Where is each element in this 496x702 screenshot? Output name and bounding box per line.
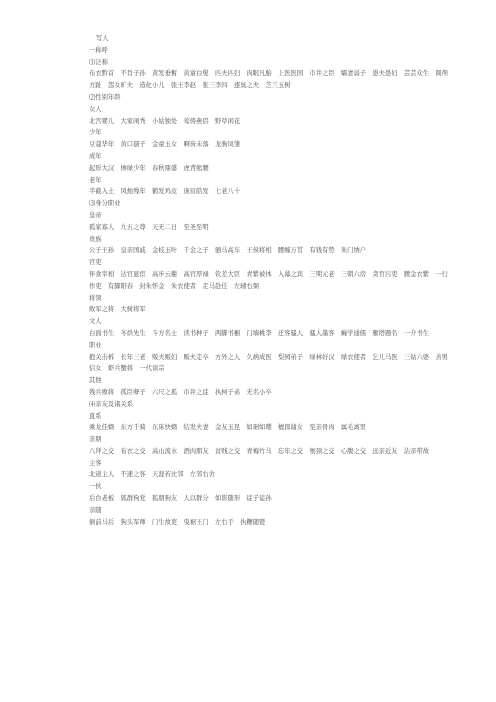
text-line: ⑷亲友及诸关系 [89,400,134,408]
text-line: 乘龙佳婿 东方千骑 东床快婿 结发夫妻 金友玉昆 如琚如瓔 檀郎谢女 至亲骨肉 属毛离里 [89,424,367,432]
text-line: 将领 [89,294,102,302]
text-line: 老年 [89,176,102,184]
text-line: 成年 [89,152,102,160]
text-line: 北道主人 不速之客 天涯若比邻 左邻右舍 [89,471,215,479]
text-line: 一称呼 [89,46,108,54]
text-line: 白面书生 冬烘先生 斗方名士 读书种子 两脚书橱 门墙桃李 迁客骚人 骚人墨客 蝇学通儒 雁塔题名 一介书生 [89,329,430,337]
text-line: 贵族 [89,235,102,243]
text-line: 起形大汉 惨绿少年 春秋鼎盛 虎背熊腰 [89,164,209,172]
text-line: 一伙 [89,483,102,491]
text-line: 后台老板 狐群狗党 狐朋狗友 人以群分 如影随形 徒子徒孙 [89,495,272,503]
text-line: 伴食宰相 达官显宦 高步云衢 高官厚禄 钦差大臣 青紫被体 入幕之宾 三期元老 三朝六房 贪官污吏 腰金衣紫 一行作吏 有脚阳春 封朱怀金 朱衣使者 走马赴任 左辅右弼 [89,270,448,290]
text-line: 亲随 [89,506,102,514]
text-line: 直系 [89,412,102,420]
text-line: 少年 [89,129,102,137]
text-line: 女人 [89,105,102,113]
text-line: 主客 [89,459,102,467]
text-line: 职业 [89,341,102,349]
text-line: 文人 [89,318,102,326]
text-line: 布衣黔首 不肖子孙 黄发垂髫 黄童白叟 匹夫匹妇 肉眼凡胎 上医医国 市井之臣 孀妻弱子 愚夫愚妇 芸芸众生 圆颅方趾 怨女旷夫 造化小儿 张王李赵 张三李四 逐臭之夫 芝兰玉树 [89,70,448,90]
text-line: 官吏 [89,259,102,267]
text-line: 败军之将 大树将军 [89,306,146,314]
text-line: 其他 [89,377,102,385]
text-line: ⑵性别年龄 [89,93,121,101]
text-line: 皇帝 [89,211,102,219]
text-line: ⑴泛称 [89,58,108,66]
text-line: 写人 [96,35,109,42]
text-line: 北宫婴儿 大家闺秀 小姑独处 莺俦燕侣 野草闲花 [89,117,241,125]
text-line: 豆蔻华年 黄口孺子 金童玉女 啊齿未落 龙驹凤雏 [89,141,241,149]
text-line: 亲朋 [89,436,102,444]
text-line: 残兵败将 孤臣孽子 六尺之孤 市井之徒 执柯子弟 无名小卒 [89,388,272,396]
text-line: 倒前马后 狗头军师 门生故吏 曳裾王门 左右手 执鞭随镫 [89,518,266,526]
text-line: 半截入土 风烛残年 鹤发鸡皮 庞眉皓发 七老八十 [89,188,241,196]
text-line: 八拜之交 布衣之交 高山流水 酒肉朋友 贫贱之交 青梅竹马 忘年之交 刎颈之交 心腹之交 远亲近友 沾亲带故 [89,447,430,455]
text-line: 公子王孙 皇亲国戚 金枝玉叶 千金之子 驷马高车 王侯将相 腰缠万贯 有钱有势 朱门绣户 [89,247,367,255]
text-line: 孤家寡人 九五之尊 天无二日 至圣至明 [89,223,209,231]
document-body [89,33,449,528]
text-line: 抱关击柝 长年三老 贩夫贩妇 贩夫走卒 方外之人 久病成医 梨园弟子 绿林好汉 绿衣使者 乞儿马医 三姑六婆 善男信女 虾兵蟹将 一代谈宗 [89,353,448,373]
text-line: ⑶身分职业 [89,200,121,208]
